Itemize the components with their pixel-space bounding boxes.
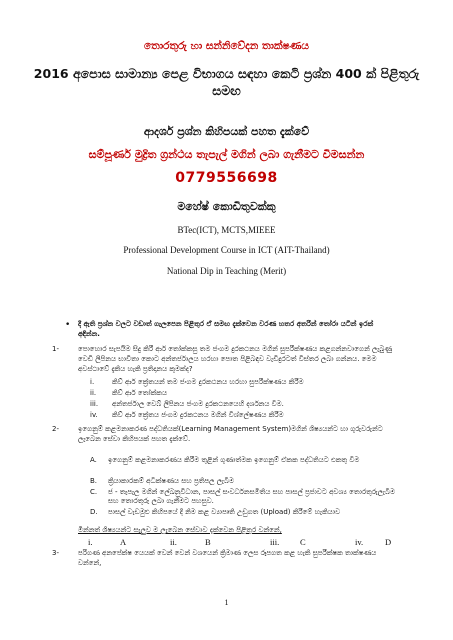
option-text: කිව් ආර් තෝක්කය: [112, 389, 168, 397]
instruction-text: දී ඇති ප්‍රශ්න වලට වඩාත් ගැලපෙන පිළිතුර ඒ සමඟ දැක්වෙන වරණ හතර අතරින් තෝරා යටින් ඉරක් අඳින්න.: [78, 320, 374, 338]
option-label: C.: [90, 488, 98, 496]
option-label: i.: [90, 378, 95, 386]
option-label: ii.: [90, 389, 97, 397]
option-text: අන්තර්ජාල වෙබ් ලිපිනය ජංගම දුරකථනයෙහි දර්ශනය වීම.: [112, 400, 284, 408]
option-label: D.: [90, 508, 98, 516]
author-degrees: BTec(ICT), MCTS,MIEEE: [177, 225, 276, 235]
document-title: තොරතුරු හා සන්නිවේදන තාක්ෂණය: [144, 40, 309, 52]
option-label: iii.: [90, 400, 99, 408]
phone-number: 0779556698: [175, 170, 278, 186]
question-prompt: මින්නත් ශිෂ්‍යයන්ට සැලුව ම ලැබෙන සේවාව දැක්වෙන පිළිතුර වන්නේ,: [78, 526, 282, 534]
model-questions-line: ආදර්ශ ප්‍රශ්න කිහිපයක් පහත දැක්වේ: [143, 125, 310, 138]
bullet-icon: •: [65, 320, 71, 330]
answer-label: iii.: [270, 537, 280, 547]
option-text: ජ - තැපැල මගින් ලේඛනුවිධාන, පාසල් සංවර්ධනසමිතිය සහ පාසල් ප්‍රජාවට අවශ්‍ය තොරතුරුලැබීම සහ තොරතුරු ලබා ගැනීමට පහසුව.: [108, 488, 395, 505]
question-text: ඉගෙනුම් කළමනාකරණ පද්ධතියක්(Learning Management System)මගින් ශිෂ්‍යයන්ට හා ගුරුවරුන්ට ලැබෙන සේවා කිහිපයක් පහත දැක්වේ.: [78, 425, 383, 443]
question-number: 1-: [52, 345, 59, 353]
author-name: මහේෂ් කොඩිතුවක්කු: [177, 200, 276, 213]
answer-label: ii.: [170, 537, 177, 547]
author-course: Professional Development Course in ICT (AIT-Thailand): [123, 245, 330, 255]
option-text: පාසල් වැඩමුළු කිහිපයේ දී නිම කළ ව්‍යාපෘති උඩුගත (Upload) කිරීමේ හැකියාව: [108, 508, 341, 516]
answer-value: B: [205, 537, 211, 547]
option-label: B.: [90, 477, 98, 485]
document-subtitle: 2016 අපොස සාමාන්‍ය පෙළ විභාගය සඳහා කෙටි ප්‍රශ්න 400 ක් පිළිතුරු සමඟ: [33, 66, 420, 98]
option-text: කිව් ආර් ක්‍රේතය ජංගම දුරකථනය මගින් විශ්ලේෂණය කිරීම: [112, 411, 284, 419]
answer-label: iv.: [355, 537, 364, 547]
full-book-line: සම්පූර්ණ මුද්‍රිත ග්‍රන්ථය තැපැල් මගින් ලබා ගැනීමට විමසන්න: [88, 148, 365, 161]
question-text: පරිගණ අනපේක්ෂ යෙයක් වෙන් වෙන් වශයෙන් ක්‍රිමාණ ලෙස රූපගත කළ හැකි සුපරීක්ෂක තාක්ෂණය වන්නේ,: [78, 549, 377, 567]
answer-value: C: [300, 537, 306, 547]
page-number: 1: [224, 598, 229, 607]
option-text: ඉගෙනුම් කළමනාකරණය කිරීම තුළින් ගුණාත්මක ඉගෙනුම් ඒකක පද්ධතියට එකතු වීම: [108, 456, 360, 464]
option-text: කිව් ආර් ක්‍රේතයන් තම ජංගම දුරකථනය හරහා සුපරීක්ෂණය කිරීම: [112, 378, 304, 386]
answer-label: i.: [88, 537, 93, 547]
answer-value: D: [385, 537, 392, 547]
question-number: 3-: [52, 549, 59, 557]
option-label: A.: [90, 456, 97, 464]
question-number: 2-: [52, 425, 59, 433]
author-diploma: National Dip in Teaching (Merit): [166, 266, 287, 276]
answer-value: A: [120, 537, 127, 547]
option-label: iv.: [90, 411, 98, 419]
question-text: පොහොර සැපයීම සිදු කිරී ආර් තෝක්කසු තම ජංගම දුරකථනය මගින් සුපරීක්ෂණය කළගන්නවාගෙන් ලැබුණු වෙඩි ලිපිනය භාවිතා කොට අන්තර්ජාලය හරහා පොත පිළිබඳව වැඩිදුරටත් විස්තර ලබා ගන්නය. මෙම අවස්ථාවේ දැකිය හැකි ප්‍රතිදානය කුමක්ද?: [78, 345, 393, 373]
option-text: ක්‍රියාකාරකම් අධීක්ෂණය සහ ප්‍රතිපල ලැබීම: [108, 477, 235, 485]
